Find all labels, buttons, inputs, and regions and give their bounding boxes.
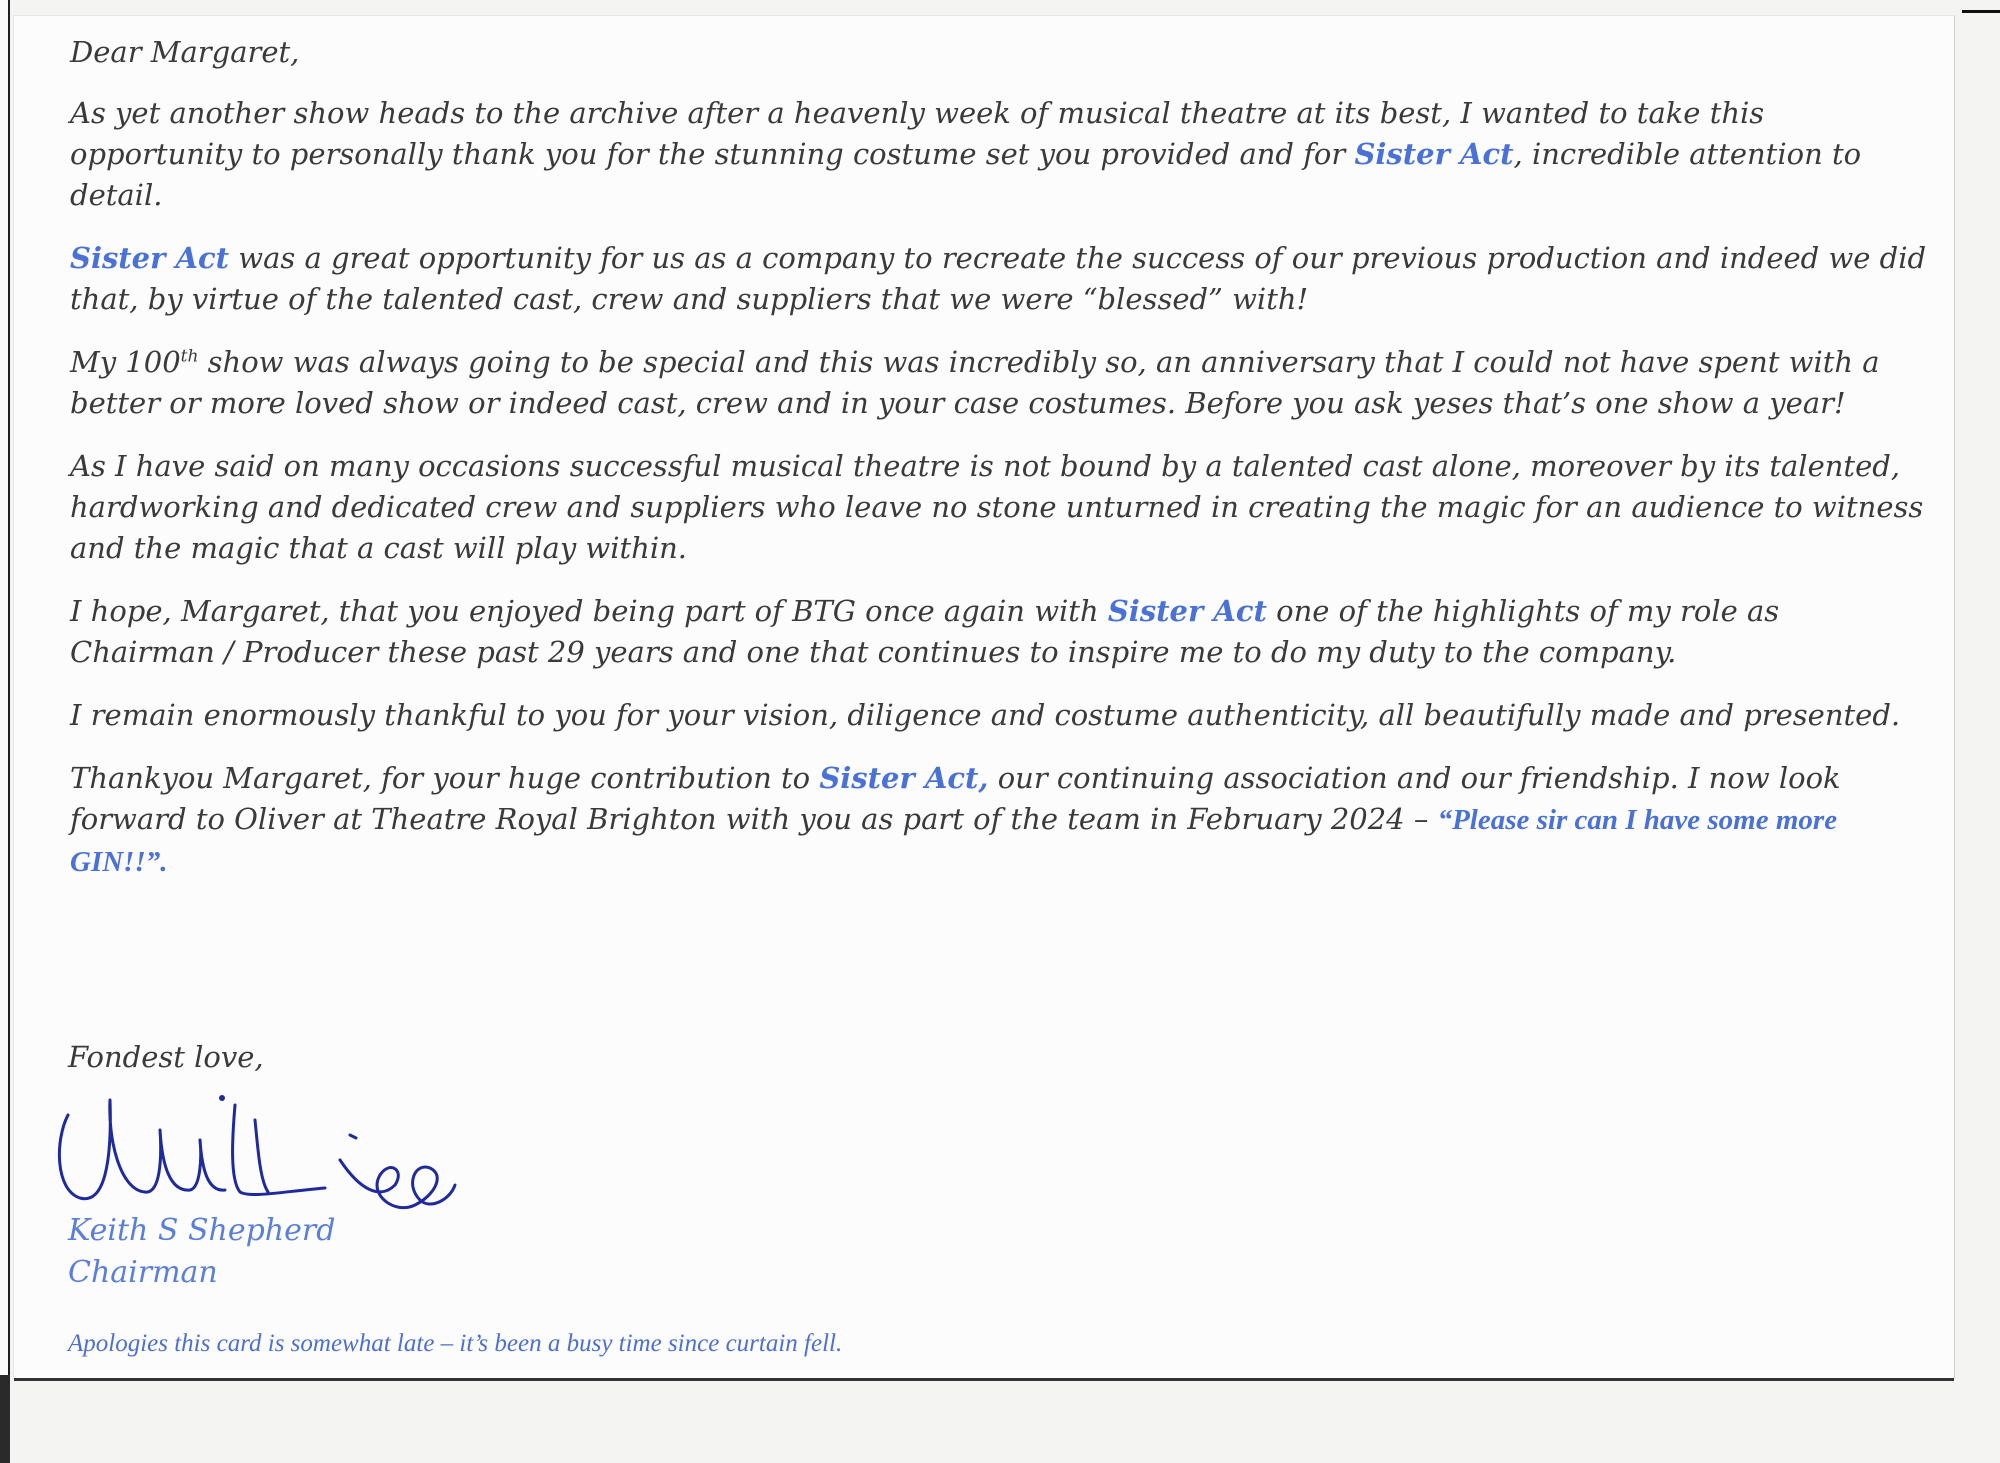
paragraph-1: [70, 93, 1930, 216]
paragraph-2: [70, 238, 1930, 320]
paragraph-3-text-a: My 100: [70, 345, 181, 379]
paragraph-3: [70, 342, 1930, 424]
card-bottom-edge: [14, 1378, 1954, 1381]
paragraph-5: [70, 591, 1930, 673]
show-title-highlight: Sister Act: [1107, 594, 1267, 628]
paragraph-5-text-a: I hope, Margaret, that you enjoyed being part of BTG once again with: [70, 594, 1108, 628]
card-right-edge: [1954, 16, 1955, 1378]
scan-left-margin: [0, 0, 10, 1375]
paragraph-1-text-b: , incredible attention to detail.: [70, 137, 1862, 212]
paragraph-1-text-a: As yet another show heads to the archive after a heavenly week of musical theatre at its best, I wanted to take this opportunity to personally thank you for the stunning costume set you provided and for: [70, 96, 1765, 171]
paragraph-6: I remain enormously thankful to you for your vision, diligence and costume authenticity, all beautifully made and presented.: [70, 698, 1901, 732]
ordinal-superscript: th: [180, 346, 199, 367]
show-title-highlight: Sister Act,: [819, 761, 989, 795]
greeting: Dear Margaret,: [70, 35, 300, 69]
paragraph-7-text-a: Thankyou Margaret, for your huge contribution to: [70, 761, 820, 795]
signer-title: Chairman: [68, 1255, 218, 1290]
handwritten-signature: [50, 1080, 460, 1230]
letter-body: [70, 32, 1930, 905]
show-title-highlight: Sister Act: [1354, 137, 1514, 171]
postscript-note: Apologies this card is somewhat late – it’s been a busy time since curtain fell.: [68, 1330, 843, 1357]
paragraph-7: [70, 758, 1930, 883]
paragraph-3-text-b: show was always going to be special and this was incredibly so, an anniversary that I could not have spent with a better or more loved show or indeed cast, crew and in your case costumes. Before you ask yeses that’s one show a year!: [70, 345, 1880, 420]
signer-name: Keith S Shepherd: [68, 1213, 336, 1248]
show-title-highlight: Sister Act: [70, 241, 230, 275]
closing-line: Fondest love,: [68, 1040, 264, 1074]
paragraph-2-text: was a great opportunity for us as a company to recreate the success of our previous production and indeed we did that, by virtue of the talented cast, crew and suppliers that we were “blessed” with!: [70, 241, 1927, 316]
paragraph-7-text-b: our continuing association and our friendship. I now look forward to Oliver at Theatre Royal Brighton with you as part of the team in February 2024 –: [70, 761, 1841, 836]
closing-quote-highlight: “Please sir can I have some more GIN!!”.: [70, 804, 1838, 878]
paragraph-5-text-b: one of the highlights of my role as Chairman / Producer these past 29 years and one that continues to inspire me to do my duty to the company.: [70, 594, 1780, 669]
paragraph-4: As I have said on many occasions successful musical theatre is not bound by a talented cast alone, moreover by its talented, hardworking and dedicated crew and suppliers who leave no stone unturned in creating the magic for an audience to witness and the magic that a cast will play within.: [70, 449, 1924, 565]
scan-corner-mark: [1962, 10, 2000, 13]
signer-block: [68, 1210, 335, 1294]
